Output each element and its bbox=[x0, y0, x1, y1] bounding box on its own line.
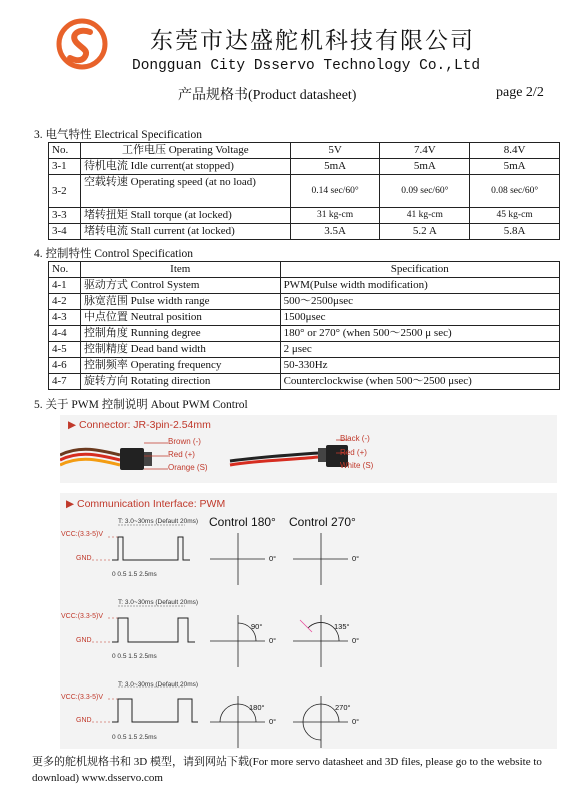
table-cell: 堵转电流 Stall current (at locked) bbox=[80, 224, 290, 240]
pwm-heading: 5. 关于 PWM 控制说明 About PWM Control bbox=[34, 399, 248, 411]
table-cell: 4-6 bbox=[49, 358, 81, 374]
document-title: 产品规格书(Product datasheet) bbox=[178, 88, 357, 103]
angle-label: 0° bbox=[352, 717, 360, 726]
wire-label: Black (-) bbox=[340, 434, 370, 443]
table-cell: 旋转方向 Rotating direction bbox=[80, 374, 280, 390]
table-row bbox=[49, 374, 560, 390]
wire-label: Orange (S) bbox=[168, 463, 208, 472]
vcc-label: VCC:(3.3-5)V bbox=[61, 613, 104, 620]
table-cell: 控制精度 Dead band width bbox=[80, 342, 280, 358]
table-cell: Specification bbox=[280, 262, 559, 278]
table-cell: 控制频率 Operating frequency bbox=[80, 358, 280, 374]
table-header-row bbox=[49, 143, 560, 159]
table-cell: 4-2 bbox=[49, 294, 81, 310]
table-cell: 4-4 bbox=[49, 326, 81, 342]
table-cell: Item bbox=[80, 262, 280, 278]
table-cell: 4-1 bbox=[49, 278, 81, 294]
vcc-label: VCC:(3.3-5)V bbox=[61, 531, 104, 538]
wire-label: White (S) bbox=[340, 461, 374, 470]
table-cell: 5.8A bbox=[470, 224, 560, 240]
table-cell: 7.4V bbox=[380, 143, 470, 159]
period-label: T: 3.0~30ms (Default 20ms) bbox=[118, 599, 199, 606]
table-cell: 脉宽范围 Pulse width range bbox=[80, 294, 280, 310]
footer-note: 更多的舵机规格书和 3D 模型，请到网站下载(For more servo datasheet and 3D files, please go to the website to download) www.dsservo.com bbox=[32, 756, 542, 784]
angle-label: 0° bbox=[269, 636, 277, 645]
tick-label: 0 0.5 1.5 2.5ms bbox=[112, 571, 157, 578]
table-cell: 2 μsec bbox=[280, 342, 559, 358]
table-cell: 4-3 bbox=[49, 310, 81, 326]
table-cell: 5V bbox=[290, 143, 380, 159]
angle-label: 0° bbox=[352, 636, 360, 645]
electrical-table bbox=[48, 142, 560, 240]
control-270-heading: Control 270° bbox=[289, 515, 356, 529]
table-row bbox=[49, 294, 560, 310]
gnd-label: GND bbox=[76, 637, 92, 644]
table-cell: 5.2 A bbox=[380, 224, 470, 240]
angle-label: 270° bbox=[335, 703, 351, 712]
table-cell: 5mA bbox=[380, 159, 470, 175]
table-row bbox=[49, 342, 560, 358]
play-arrow-icon: ▶ bbox=[68, 419, 77, 431]
table-cell: 500～2500μsec bbox=[280, 294, 559, 310]
play-arrow-icon: ▶ bbox=[66, 498, 75, 510]
gnd-label: GND bbox=[76, 717, 92, 724]
table-cell: 5mA bbox=[470, 159, 560, 175]
period-label: T: 3.0~30ms (Default 20ms) bbox=[118, 518, 199, 525]
table-cell: 3-4 bbox=[49, 224, 81, 240]
table-cell: 4-7 bbox=[49, 374, 81, 390]
table-cell: 3-1 bbox=[49, 159, 81, 175]
table-row bbox=[49, 159, 560, 175]
table-cell: 1500μsec bbox=[280, 310, 559, 326]
wire-label: Red (+) bbox=[340, 448, 367, 457]
control-heading: 4. 控制特性 Control Specification bbox=[34, 248, 194, 260]
comm-title-text: Communication Interface: PWM bbox=[77, 498, 226, 510]
tick-label: 0 0.5 1.5 2.5ms bbox=[112, 734, 157, 741]
wire-label: Brown (-) bbox=[168, 437, 201, 446]
table-cell: 工作电压 Operating Voltage bbox=[80, 143, 290, 159]
angle-label: 180° bbox=[249, 703, 265, 712]
tick-label: 0 0.5 1.5 2.5ms bbox=[112, 653, 157, 660]
table-cell: 41 kg-cm bbox=[380, 208, 470, 224]
table-cell: No. bbox=[49, 143, 81, 159]
table-cell: 4-5 bbox=[49, 342, 81, 358]
table-cell: 待机电流 Idle current(at stopped) bbox=[80, 159, 290, 175]
vcc-label: VCC:(3.3-5)V bbox=[61, 694, 104, 701]
period-label: T: 3.0~30ms (Default 20ms) bbox=[118, 681, 199, 688]
table-cell: 50-330Hz bbox=[280, 358, 559, 374]
angle-label: 135° bbox=[334, 622, 350, 631]
table-cell: 0.14 sec/60° bbox=[290, 175, 380, 208]
table-cell: 180° or 270° (when 500～2500 μ sec) bbox=[280, 326, 559, 342]
table-cell: Counterclockwise (when 500～2500 μsec) bbox=[280, 374, 559, 390]
angle-label: 0° bbox=[352, 554, 360, 563]
control-180-heading: Control 180° bbox=[209, 515, 276, 529]
table-header-row bbox=[49, 262, 560, 278]
table-cell: 空载转速 Operating speed (at no load) bbox=[80, 175, 290, 208]
control-table bbox=[48, 261, 560, 390]
connector-wires-drawing bbox=[60, 415, 557, 483]
table-cell: 控制角度 Running degree bbox=[80, 326, 280, 342]
angle-label: 0° bbox=[269, 717, 277, 726]
table-cell: 中点位置 Neutral position bbox=[80, 310, 280, 326]
page-number: page 2/2 bbox=[496, 85, 544, 100]
table-row bbox=[49, 208, 560, 224]
angle-label: 90° bbox=[251, 622, 263, 631]
table-row bbox=[49, 278, 560, 294]
table-cell: PWM(Pulse width modification) bbox=[280, 278, 559, 294]
table-cell: 3.5A bbox=[290, 224, 380, 240]
pwm-waveforms-drawing bbox=[60, 493, 557, 749]
table-cell: 8.4V bbox=[470, 143, 560, 159]
table-cell: 堵转扭矩 Stall torque (at locked) bbox=[80, 208, 290, 224]
company-name-en: Dongguan City Dsservo Technology Co.,Ltd bbox=[132, 58, 481, 74]
electrical-heading: 3. 电气特性 Electrical Specification bbox=[34, 129, 202, 141]
table-row bbox=[49, 326, 560, 342]
table-cell: 45 kg-cm bbox=[470, 208, 560, 224]
table-cell: 31 kg-cm bbox=[290, 208, 380, 224]
table-cell: 0.09 sec/60° bbox=[380, 175, 470, 208]
table-row bbox=[49, 175, 560, 208]
table-row bbox=[49, 310, 560, 326]
company-name-cn: 东莞市达盛舵机科技有限公司 bbox=[150, 28, 475, 53]
connector-title-text: Connector: JR-3pin-2.54mm bbox=[79, 419, 211, 431]
table-row bbox=[49, 358, 560, 374]
table-row bbox=[49, 224, 560, 240]
communication-panel bbox=[60, 493, 557, 749]
angle-label: 0° bbox=[269, 554, 277, 563]
company-logo bbox=[56, 18, 108, 70]
connector-panel bbox=[60, 415, 557, 483]
table-cell: 3-2 bbox=[49, 175, 81, 208]
table-cell: No. bbox=[49, 262, 81, 278]
table-cell: 3-3 bbox=[49, 208, 81, 224]
table-cell: 驱动方式 Control System bbox=[80, 278, 280, 294]
wire-label: Red (+) bbox=[168, 450, 195, 459]
table-cell: 0.08 sec/60° bbox=[470, 175, 560, 208]
gnd-label: GND bbox=[76, 555, 92, 562]
table-cell: 5mA bbox=[290, 159, 380, 175]
